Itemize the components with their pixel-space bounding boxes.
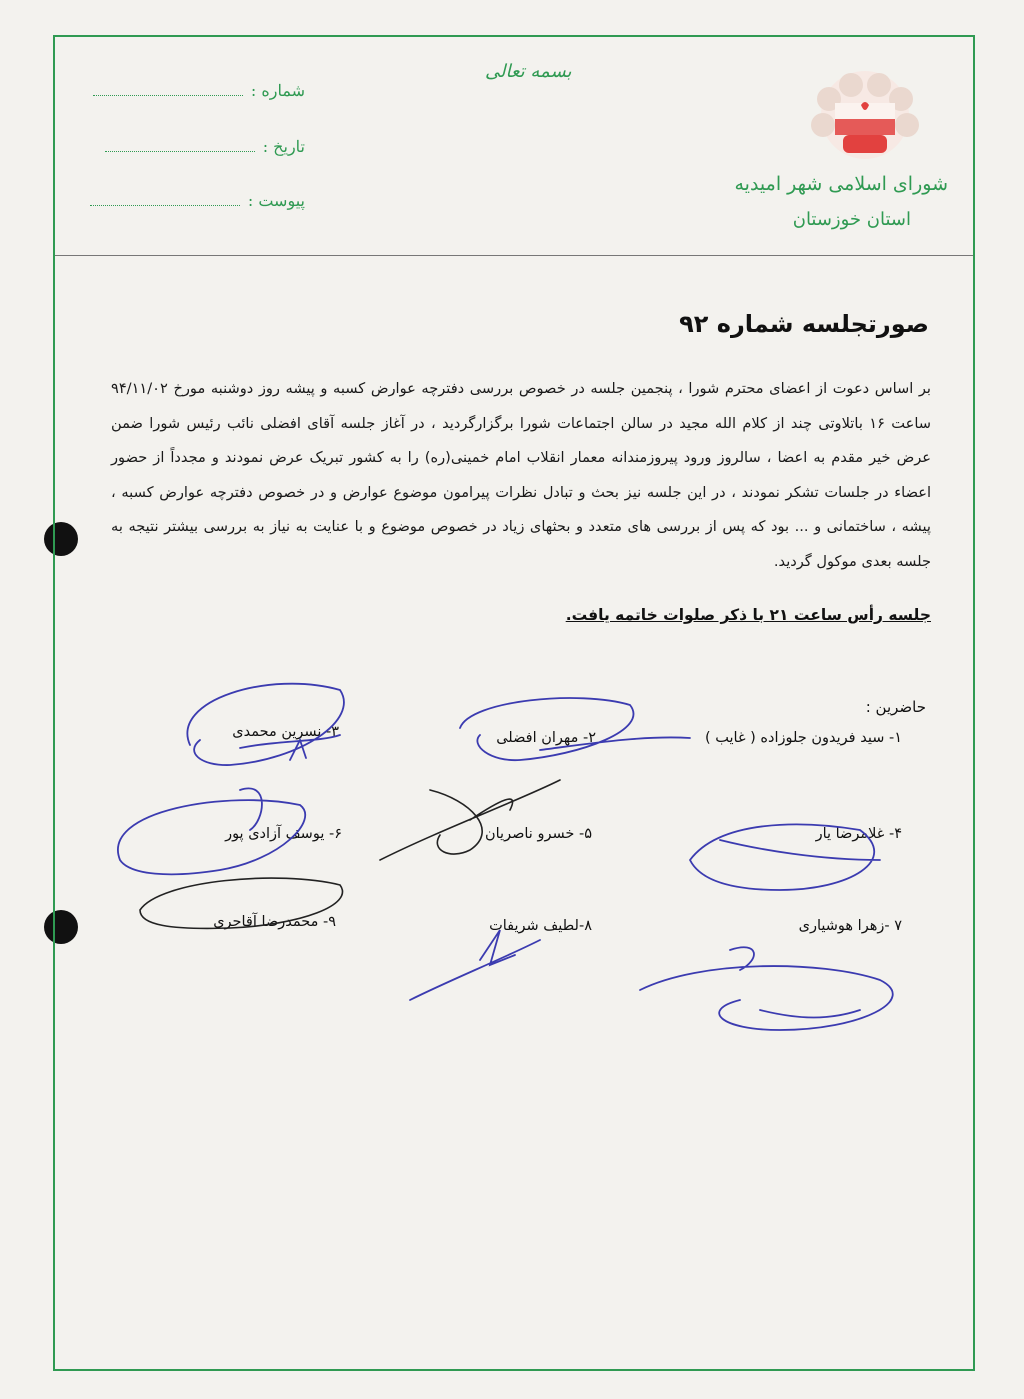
province-name: استان خوزستان [792, 209, 911, 230]
council-emblem-icon [795, 65, 935, 175]
attendee-3: ۳- نسرین محمدی [232, 724, 339, 740]
minutes-body: بر اساس دعوت از اعضای محترم شورا ، پنجمین جلسه در خصوص بررسی دفترچه عوارض کسبه و پیشه روز دوشنبه مورخ ۹۴/۱۱/۰۲ ساعت ۱۶ باتلاوتی چند از کلام الله مجید در سالن اجتماعات شورا برگزارگردید ، در آغاز جلسه آقای افضلی نائب رئیس شورا ضمن عرض خیر مقدم به اعضا ، سالروز ورود پیروزمندانه معمار انقلاب امام خمینی(ره) را به کشور تبریک عرض نمودند و مجدداً از حضور اعضاء در جلسات تشکر نمودند ، در این جلسه نیز بحث و تبادل نظرات پیرامون موضوع عوارض و در خصوص دفترچه عوارض کسبه ، پیشه ، ساختمانی و ... بود که پس از بررسی های متعدد و بحثهای زیاد در خصوص موضوع و با عنایت به نیاز به بررسی بیشتر نتیجه به جلسه بعدی موکول گردید. [111, 380, 931, 570]
attendee-7: ۷ -زهرا هوشیاری [798, 918, 902, 934]
letterhead-frame [53, 35, 975, 1371]
closing-line: جلسه رأس ساعت ۲۱ با ذکر صلوات خاتمه یافت. [565, 606, 931, 624]
council-name: شورای اسلامی شهر امیدیه [734, 173, 948, 195]
attendee-2: ۲- مهران افضلی [496, 730, 596, 746]
attendee-9: ۹- محمدرضا آقاجری [213, 914, 336, 930]
invocation-text: بسمه تعالی [485, 61, 572, 82]
document-title: صورتجلسه شماره ۹۲ [679, 310, 929, 338]
attendees-heading: حاضرین : [865, 698, 926, 716]
date-field: تاریخ : [75, 137, 305, 156]
attendee-4: ۴- غلامرضا یار [815, 826, 902, 842]
attendee-5: ۵- خسرو ناصریان [484, 826, 592, 842]
attendee-6: ۶- یوسف آزادی پور [225, 826, 342, 842]
header-divider [55, 255, 973, 256]
attachment-field: پیوست : [75, 191, 305, 210]
attendee-1: ۱- سید فریدون جلوزاده ( غایب ) [705, 730, 902, 746]
attendee-8: ۸-لطیف شریفات [489, 918, 592, 934]
number-field: شماره : [75, 81, 305, 100]
